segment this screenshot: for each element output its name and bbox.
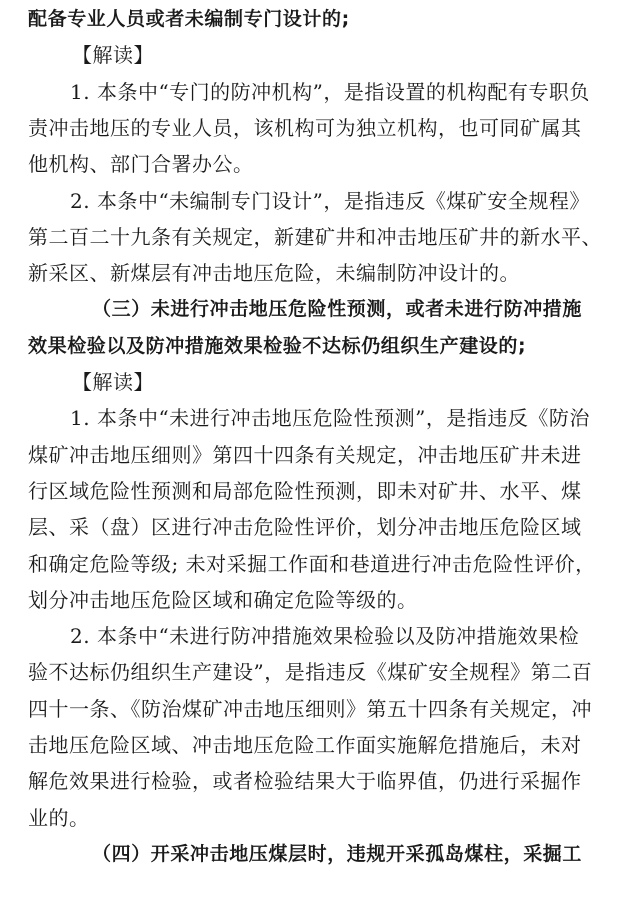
paragraph-line: 1. 本条中“未进行冲击地压危险性预测”，是指违反《防治 [70,406,590,431]
paragraph-line: 新采区、新煤层有冲击地压危险，未编制防冲设计的。 [28,261,520,286]
clause-heading: （四）开采冲击地压煤层时，违规开采孤岛煤柱，采掘工 [92,842,583,865]
section-heading-interpretation: 【解读】 [72,370,154,394]
paragraph-line: 他机构、部门合署办公。 [28,152,254,177]
paragraph-line: 和确定危险等级; 未对采掘工作面和巷道进行冲击危险性评价， [28,551,596,576]
paragraph-line: 行区域危险性预测和局部危险性预测，即未对矿井、水平、煤 [28,478,582,503]
paragraph-line: 第二百二十九条有关规定，新建矿井和冲击地压矿井的新水平、 [28,224,602,249]
paragraph-line: 责冲击地压的专业人员，该机构可为独立机构，也可同矿属其 [28,115,582,140]
paragraph-line: 四十一条、《防治煤矿冲击地压细则》第五十四条有关规定，冲 [28,696,592,721]
paragraph-line: 业的。 [28,805,90,830]
clause-heading: （三）未进行冲击地压危险性预测，或者未进行防冲措施 [92,298,583,321]
clause-heading-continued: 效果检验以及防冲措施效果检验不达标仍组织生产建设的; [28,334,527,357]
paragraph-line: 配备专业人员或者未编制专门设计的; [28,8,350,30]
paragraph-line: 2. 本条中“未进行防冲措施效果检验以及防冲措施效果检 [70,624,580,649]
paragraph-line: 解危效果进行检验，或者检验结果大于临界值，仍进行采掘作 [28,769,582,794]
paragraph-line: 验不达标仍组织生产建设”，是指违反《煤矿安全规程》第二百 [28,660,593,685]
paragraph-line: 2. 本条中“未编制专门设计”，是指违反《煤矿安全规程》 [70,188,590,213]
paragraph-line: 煤矿冲击地压细则》第四十四条有关规定，冲击地压矿井未进 [28,442,582,467]
paragraph-line: 1. 本条中“专门的防冲机构”，是指设置的机构配有专职负 [70,79,590,104]
paragraph-line: 层、采（盘）区进行冲击危险性评价，划分冲击地压危险区域 [28,515,582,540]
section-heading-interpretation: 【解读】 [72,43,154,68]
paragraph-line: 划分冲击地压危险区域和确定危险等级的。 [28,587,418,612]
paragraph-line: 击地压危险区域、冲击地压危险工作面实施解危措施后，未对 [28,733,582,757]
